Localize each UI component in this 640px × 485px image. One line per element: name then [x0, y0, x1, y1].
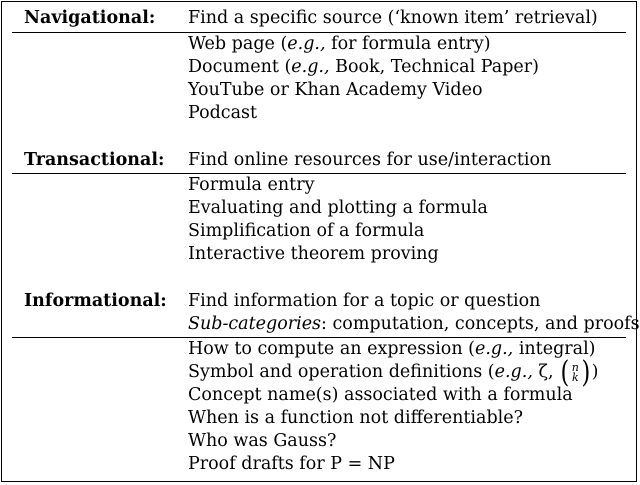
list-item: Concept name(s) associated with a formula — [188, 385, 573, 405]
list-item: Web page (e.g., for formula entry) — [188, 34, 491, 54]
list-item: Simplification of a formula — [188, 221, 425, 241]
list-item: Symbol and operation definitions (e.g., ζ, ( n k ) ) — [188, 354, 599, 390]
list-item: When is a function not differentiable? — [188, 408, 523, 428]
list-item: Formula entry — [188, 175, 315, 195]
list-item: Who was Gauss? — [188, 431, 337, 451]
subcategories-line: Sub-categories: computation, concepts, and proofs — [188, 314, 640, 334]
list-item: Document (e.g., Book, Technical Paper) — [188, 57, 539, 77]
section-heading-navigational: Navigational: — [24, 8, 156, 28]
list-item: Podcast — [188, 103, 258, 123]
list-item: Evaluating and plotting a formula — [188, 198, 488, 218]
section-summary-informational: Find information for a topic or question — [188, 291, 541, 311]
binomial-coefficient: ( n k ) — [560, 354, 591, 390]
section-heading-transactional: Transactional: — [24, 150, 165, 170]
list-item: YouTube or Khan Academy Video — [188, 80, 483, 100]
list-item: Proof drafts for P = NP — [188, 454, 395, 474]
section-summary-navigational: Find a specific source (‘known item’ retrieval) — [188, 8, 598, 28]
section-summary-transactional: Find online resources for use/interaction — [188, 150, 552, 170]
section-heading-informational: Informational: — [24, 291, 167, 311]
list-item: How to compute an expression (e.g., integral) — [188, 339, 596, 359]
list-item: Interactive theorem proving — [188, 244, 439, 264]
section-rule — [12, 173, 626, 174]
